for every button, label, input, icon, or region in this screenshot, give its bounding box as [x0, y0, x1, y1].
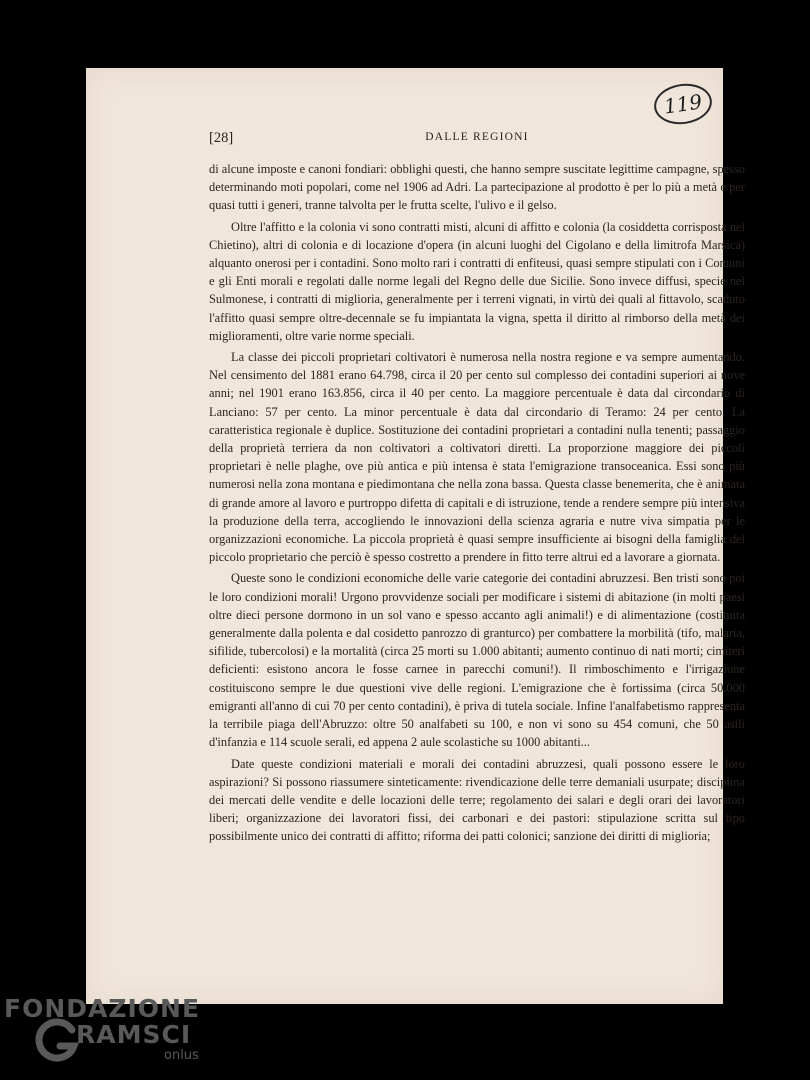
logo-line1: FONDAZIONE	[4, 994, 201, 1023]
page-header	[209, 130, 745, 150]
document-page	[86, 68, 745, 1004]
paragraph-3: La classe dei piccoli proprietari coltivatori è numerosa nella nostra regione e va sempre aumentando. Nel censimento del 1881 erano 64.798, circa il 20 per cento sul complesso dei contadini superiori ai nove anni; nel 1901 erano 163.856, circa il 40 per cento. La maggiore percentuale è data dal circondario di Lanciano: 57 per cento. La minor percentuale è data dal circondario di Teramo: 24 per cento. La caratteristica regionale è duplice. Sostituzione dei contadini proprietari a contadini nulla tenenti; passaggio della proprietà terriera da non coltivatori a coltivatori diretti. La proporzione maggiore dei piccoli proprietari è nelle plaghe, ove più antica e più intensa è stata l'emigrazione transoceanica. Essi sono più numerosi nella zona montana e piedimontana che nella zona bassa. Questa classe benemerita, che è animata di grande amore al lavoro e purtroppo difetta di capitali e di istruzione, tende a rendere sempre più intensiva la produzione della terra, accogliendo le innovazioni della scienza agraria e nutre viva simpatia per le organizzazioni economiche. La piccola proprietà è quasi sempre insufficiente ai bisogni della famiglia del piccolo proprietario che perciò è spesso costretto a prendere in fitto terre altrui ed a lavorare a giornata.	[209, 350, 745, 565]
body-text	[209, 160, 745, 846]
running-title: DALLE REGIONI	[425, 131, 529, 143]
archive-stamp: 119	[651, 80, 714, 128]
logo-onlus: onlus	[164, 1048, 199, 1063]
paragraph-4: Queste sono le condizioni economiche delle varie categorie dei contadini abruzzesi. Ben tristi sono poi le loro condizioni morali! Urgono provvidenze sociali per modificare i sistemi di abitazione (in molti paesi oltre dieci persone dormono in un sol vano e spesso accanto agli animali!) e di alimentazione (costituita generalmente dalla polenta e dal cosidetto panrozzo di granturco) per combattere la morbilità (tifo, malaria, sifilide, tubercolosi) e la mortalità (circa 25 morti su 1.000 abitanti; aumento continuo di nati morti; cimiteri deficienti: esistono ancora le fosse carnee in parecchi comuni!). Il rimboschimento e l'irrigazione costituiscono sempre le due questioni vive delle regioni. L'emigrazione che è fortissima (circa 50.000 emigranti all'anno di cui 70 per cento contadini), è priva di tutela sociale. Infine l'analfabetismo rappresenta la terribile piaga dell'Abruzzo: oltre 50 analfabeti su 100, e non vi sono su 454 comuni, che 50 asili d'infanzia e 114 scuole serali, ed appena 2 aule scolastiche su 1000 abitanti...	[209, 571, 745, 750]
paragraph-1: di alcune imposte e canoni fondiari: obblighi questi, che hanno sempre suscitate legittime campagne, spesso determinando moti popolari, come nel 1906 ad Adri. La partecipazione al prodotto è per lo più a metà e per quasi tutti i generi, tranne talvolta per le frutta scelte, l'ulivo e il gelso.	[209, 162, 745, 213]
g-logo-icon	[32, 1016, 82, 1066]
paragraph-5: Date queste condizioni materiali e morali dei contadini abruzzesi, quali possono essere le loro aspirazioni? Si possono riassumere sinteticamente: rivendicazione delle terre demaniali usurpate; disciplina dei mercati delle vendite e delle locazioni delle terre; regolamento dei salari e degli orari dei lavoratori liberi; organizzazione dei lavoratori fissi, dei carbonari e dei pastori: stipulazione scritta sul tipo possibilmente unico dei contratti di affitto; riforma dei patti colonici; sanzione dei diritti di miglioria;	[209, 756, 745, 844]
page-number: [28]	[209, 130, 234, 146]
logo-line2: RAMSCI	[76, 1020, 192, 1049]
paragraph-2: Oltre l'affitto e la colonia vi sono contratti misti, alcuni di affitto e colonia (la cosiddetta corrisposta nel Chietino), altri di colonia e di locazione d'opera (in alcuni luoghi del Cigolano e della limitrofa Marsica) alquanto onerosi per i contadini. Sono molto rari i contratti di enfiteusi, quasi sempre stipulati con i Comuni e gli Enti morali e regolati dalle norme legali del Regno delle due Sicilie. Sono invece diffusi, specie nel Sulmonese, i contratti di miglioria, generalmente per i terreni vignati, in virtù dei quali al fittavolo, scaduto l'affitto quasi sempre oltre-decennale se fu impiantata la vigna, spetta il diritto al rimborso della metà dei miglioramenti, oltre varie norme speciali.	[209, 219, 745, 343]
fondazione-gramsci-logo	[4, 994, 204, 1074]
